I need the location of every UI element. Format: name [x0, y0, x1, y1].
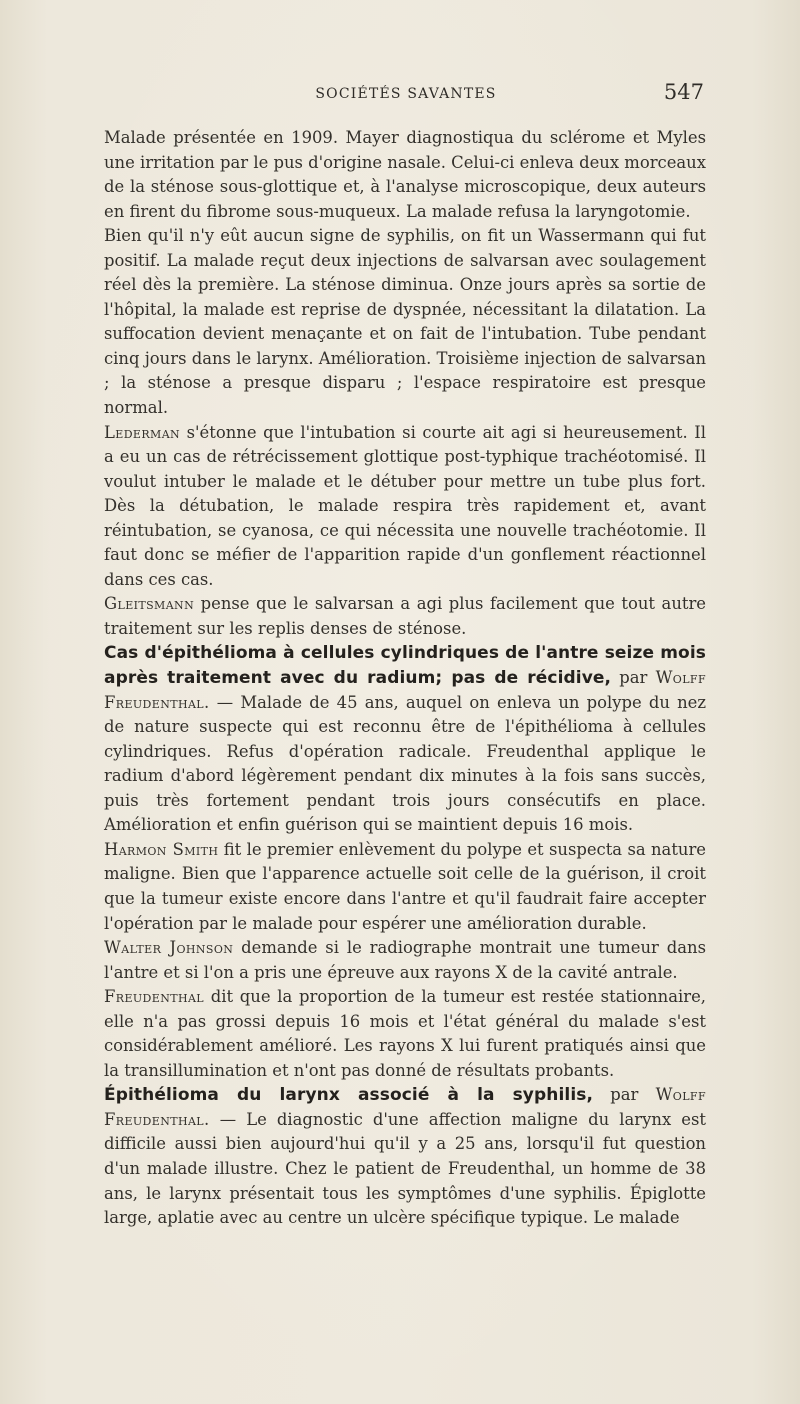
- case-author: Wolff Freudenthal.: [104, 1085, 706, 1129]
- case-author: Wolff Freudenthal.: [104, 668, 706, 712]
- paragraph-9-text: — Le diagnostic d'une affection maligne du larynx est difficile aussi bien aujourd'hui qu'il y a 25 ans, lorsqu'il fut question d'un malade illustre. Chez le patient de Freudenthal, un homme de 38 ans, le larynx présentait tous les symptômes d'une syphilis. Épiglotte large, aplatie avec au centre un ulcère spécifique typique. Le malade: [104, 1109, 706, 1228]
- page-number: 547: [663, 80, 704, 104]
- paragraph-6: [104, 838, 706, 936]
- page-header: [108, 80, 704, 110]
- paragraph-3-text: s'étonne que l'intubation si courte ait agi si heureusement. Il a eu un cas de rétrécissement glottique post-typhique trachéotomisé. Il voulut intuber le malade et le détuber pour mettre un tube plus fort. Dès la détubation, le malade respira très rapidement et, avant réintubation, se cyanosa, ce qui nécessita une nouvelle trachéotomie. Il faut donc se méfier de l'apparition rapide d'un gonflement réactionnel dans ces cas.: [104, 422, 706, 589]
- paragraph-1: Malade présentée en 1909. Mayer diagnostiqua du sclérome et Myles une irritation par le pus d'origine nasale. Celui-ci enleva deux morceaux de la sténose sous-glottique et, à l'analyse microscopique, deux auteurs en firent du fibrome sous-muqueux. La malade refusa la laryngotomie.: [104, 128, 706, 221]
- by-word: par: [611, 668, 656, 688]
- paragraph-4-text: pense que le salvarsan a agi plus facilement que tout autre traitement sur les replis denses de sténose.: [104, 594, 706, 638]
- speaker-name: Lederman: [104, 422, 181, 442]
- paragraph-4: [104, 592, 706, 641]
- paragraph-9: [104, 1083, 706, 1230]
- speaker-name: Freudenthal: [104, 987, 205, 1007]
- paragraph-7-text: demande si le radiographe montrait une tumeur dans l'antre et si l'on a pris une épreuve aux rayons X de la cavité antrale.: [104, 938, 706, 982]
- paragraph-5: [104, 641, 706, 837]
- paragraph-8: [104, 985, 706, 1083]
- paragraph-6-text: fit le premier enlèvement du polype et suspecta sa nature maligne. Bien que l'apparence actuelle soit celle de la guérison, il croit que la tumeur existe encore dans l'antre et qu'il faudrait faire accepter l'opération par le malade pour espérer une amélioration durable.: [104, 839, 706, 933]
- by-word: par: [593, 1085, 656, 1105]
- case-title: Épithélioma du larynx associé à la syphilis,: [104, 1085, 594, 1106]
- speaker-name: Walter Johnson: [104, 938, 234, 958]
- paragraph-7: [104, 936, 706, 985]
- paragraph-5-text: — Malade de 45 ans, auquel on enleva un polype du nez de nature suspecte qui est reconnu être de l'épithélioma à cellules cylindriques. Refus d'opération radicale. Freudenthal applique le radium d'abord légèrement pendant dix minutes à la fois sans succès, puis très fortement pendant trois jours consécutifs en place. Amélioration et enfin guérison qui se maintient depuis 16 mois.: [104, 692, 706, 835]
- body-text: [104, 126, 706, 1231]
- running-head: SOCIÉTÉS SAVANTES: [315, 86, 497, 102]
- speaker-name: Harmon Smith: [104, 839, 219, 859]
- paragraph-2: Bien qu'il n'y eût aucun signe de syphilis, on fit un Wassermann qui fut positif. La malade reçut deux injections de salvarsan avec soulagement réel dès la première. La sténose diminua. Onze jours après sa sortie de l'hôpital, la malade est reprise de dyspnée, nécessitant la dilatation. La suffocation devient menaçante et on fait de l'intubation. Tube pendant cinq jours dans le larynx. Amélioration. Troisième injection de salvarsan ; la sténose a presque disparu ; l'espace respiratoire est presque normal.: [104, 226, 706, 418]
- speaker-name: Gleitsmann: [104, 594, 195, 614]
- paragraph-3: [104, 421, 706, 593]
- case-title: Cas d'épithélioma à cellules cylindriques de l'antre seize mois après traitement avec du radium; pas de récidive,: [104, 643, 706, 689]
- paragraph-8-text: dit que la proportion de la tumeur est restée stationnaire, elle n'a pas grossi depuis 16 mois et l'état général du malade s'est considérablement amélioré. Les rayons X lui furent pratiqués ainsi que la transillumination et n'ont pas donné de résultats probants.: [104, 987, 706, 1080]
